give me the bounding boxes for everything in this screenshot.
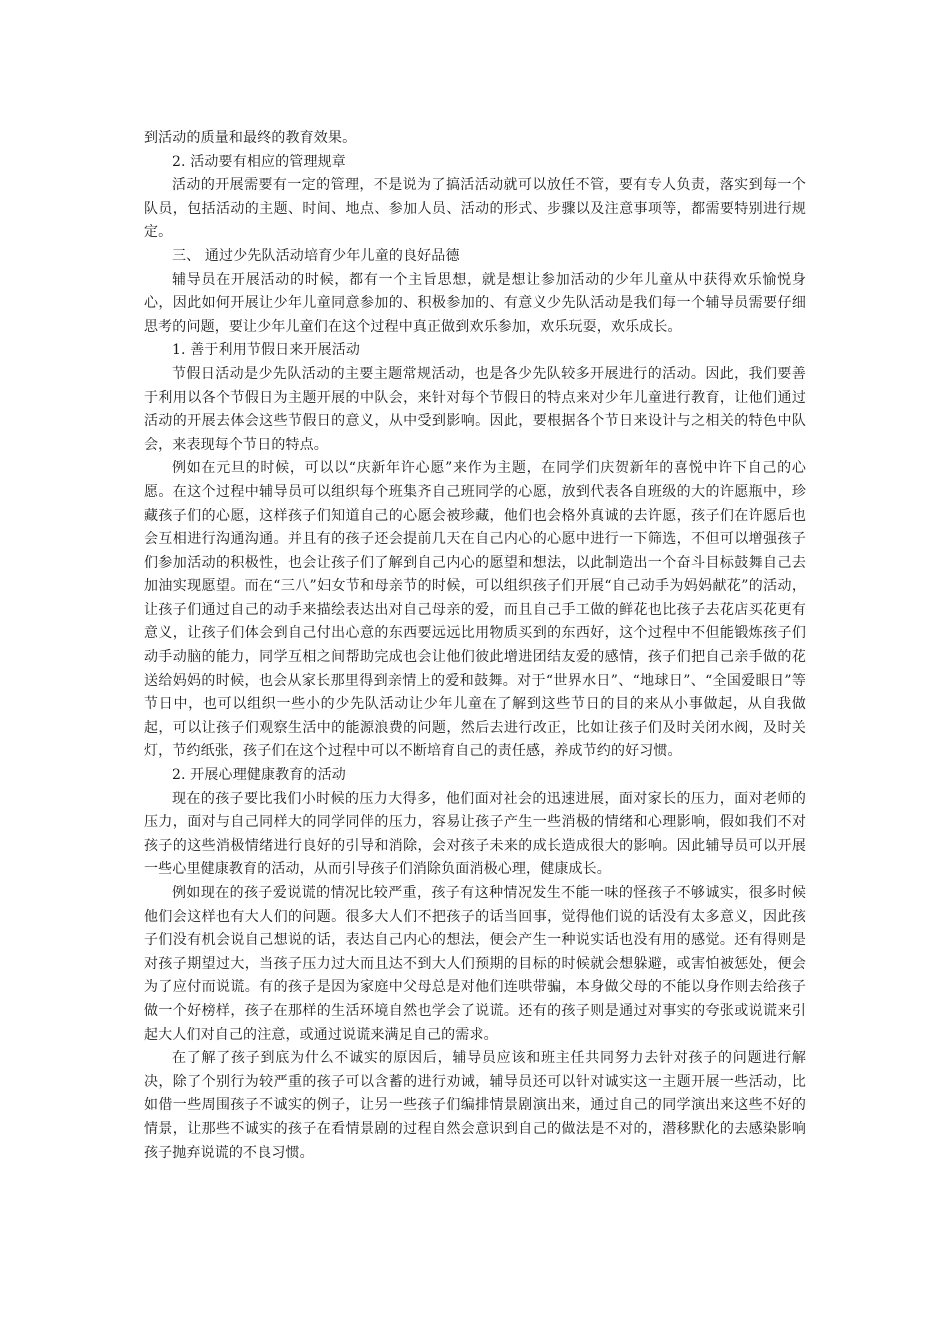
paragraph-management: 活动的开展需要有一定的管理，不是说为了搞活活动就可以放任不管，要有专人负责，落实到每一个队员，包括活动的主题、时间、地点、参加人员、活动的形式、步骤以及注意事项等，都需要特别进行规定。 bbox=[144, 177, 806, 241]
subheading-management-rules: 2. 活动要有相应的管理规章 bbox=[172, 153, 346, 170]
paragraph-counselor: 辅导员在开展活动的时候，都有一个主旨思想，就是想让参加活动的少年儿童从中获得欢乐愉悦身心，因此如何开展让少年儿童同意参加的、积极参加的、有意义少先队活动是我们每一个辅导员需要仔细思考的问题，要让少年儿童们在这个过程中真正做到欢乐参加，欢乐玩耍，欢乐成长。 bbox=[144, 271, 806, 335]
paragraph-lying: 例如现在的孩子爱说谎的情况比较严重，孩子有这种情况发生不能一味的怪孩子不够诚实，很多时候他们会这样也有大人们的问题。很多大人们不把孩子的话当回事，觉得他们说的话没有太多意义，因此孩子们没有机会说自己想说的话，表达自己内心的想法，便会产生一种说实话也没有用的感觉。还有得则是对孩子期望过大，当孩子压力过大而且达不到大人们预期的目标的时候就会想躲避，或害怕被惩处，便会为了应付而说谎。有的孩子是因为家庭中父母总是对他们连哄带骗，本身做父母的不能以身作则去给孩子做一个好榜样，孩子在那样的生活环境自然也学会了说谎。还有的孩子则是通过对事实的夸张或说谎来引起大人们对自己的注意，或通过说谎来满足自己的需求。 bbox=[144, 885, 806, 1043]
paragraph-continuation: 到活动的质量和最终的教育效果。 bbox=[144, 130, 357, 146]
subheading-holidays: 1. 善于利用节假日来开展活动 bbox=[172, 342, 361, 359]
subheading-mental-health: 2. 开展心理健康教育的活动 bbox=[172, 767, 346, 784]
paragraph-holiday-examples: 例如在元旦的时候，可以以“庆新年许心愿”来作为主题，在同学们庆贺新年的喜悦中许下自己的心愿。在这个过程中辅导员可以组织每个班集齐自己班同学的心愿，放到代表各自班级的大的许愿瓶中，珍藏孩子们的心愿，这样孩子们知道自己的心愿会被珍藏，他们也会格外真诚的去许愿，孩子们在许愿后也会互相进行沟通沟通。并且有的孩子还会提前几天在自己内心的心愿中进行一下筛选，不但可以增强孩子们参加活动的积极性，也会让孩子们了解到自己内心的愿望和想法，以此制造出一个奋斗目标鼓舞自己去加油实现愿望。而在“三八”妇女节和母亲节的时候，可以组织孩子们开展“自己动手为妈妈献花”的活动，让孩子们通过自己的动手来描绘表达出对自己母亲的爱，而且自己手工做的鲜花也比孩子去花店买花更有意义，让孩子们体会到自己付出心意的东西要远远比用物质买到的东西好，这个过程中不但能锻炼孩子们动手动脑的能力，同学互相之间帮助完成也会让他们彼此增进团结友爱的感情，孩子们把自己亲手做的花送给妈妈的时候，也会从家长那里得到亲情上的爱和鼓舞。对于“世界水日”、“地球日”、“全国爱眼日”等节日中，也可以组织一些小的少先队活动让少年儿童在了解到这些节日的目的来从小事做起，从自我做起，可以让孩子们观察生活中的能源浪费的问题，然后去进行改正，比如让孩子们及时关闭水阀，及时关灯，节约纸张，孩子们在这个过程中可以不断培育自己的责任感，养成节约的好习惯。 bbox=[144, 460, 806, 760]
section-heading-3: 三、 通过少先队活动培育少年儿童的良好品德 bbox=[172, 247, 460, 264]
paragraph-solution: 在了解了孩子到底为什么不诚实的原因后，辅导员应该和班主任共同努力去针对孩子的问题进行解决，除了个别行为较严重的孩子可以含蓄的进行劝诫，辅导员还可以针对诚实这一主题开展一些活动，比如借一些周围孩子不诚实的例子，让另一些孩子们编排情景剧演出来，通过自己的同学演出来这些不好的情景，让那些不诚实的孩子在看情景剧的过程自然会意识到自己的做法是不对的，潜移默化的去感染影响孩子抛弃说谎的不良习惯。 bbox=[144, 1050, 806, 1161]
document-body bbox=[144, 127, 806, 1165]
paragraph-holiday-activities: 节假日活动是少先队活动的主要主题常规活动，也是各少先队较多开展进行的活动。因此，我们要善于利用以各个节假日为主题开展的中队会，来针对每个节假日的特点来对少年儿童进行教育，让他们通过活动的开展去体会这些节假日的意义，从中受到影响。因此，要根据各个节日来设计与之相关的特色中队会，来表现每个节日的特点。 bbox=[144, 365, 806, 453]
paragraph-pressure: 现在的孩子要比我们小时候的压力大得多，他们面对社会的迅速进展，面对家长的压力，面对老师的压力，面对与自己同样大的同学同伴的压力，容易让孩子产生一些消极的情绪和心理影响，假如我们不对孩子的这些消极情绪进行良好的引导和消除，会对孩子未来的成长造成很大的影响。因此辅导员可以开展一些心里健康教育的活动，从而引导孩子们消除负面消极心理，健康成长。 bbox=[144, 790, 806, 878]
